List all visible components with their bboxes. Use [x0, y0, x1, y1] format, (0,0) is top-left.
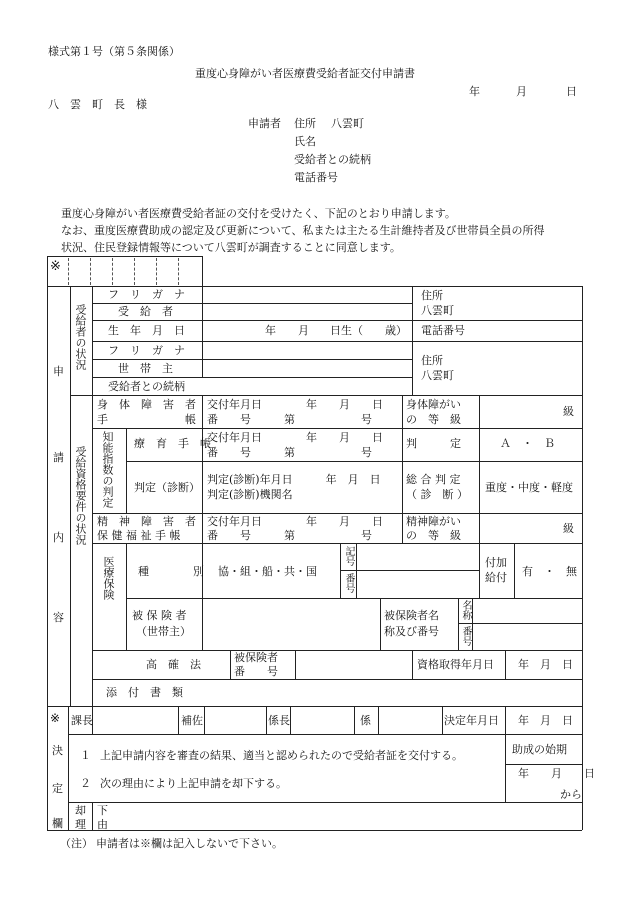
ryoiku-issue-l2: 番 号 第 号 [207, 446, 372, 459]
physical-cert-l1: 身 体 障 害 者 [97, 398, 196, 411]
intro-line-3: 状況、住民登録情報等について八雲町が調査することに同意します。 [61, 241, 401, 254]
physical-cert-l2: 手 帳 [97, 413, 196, 426]
mental-cert-l1: 精 神 障 害 者 [97, 515, 196, 528]
kacho-label: 課長 [71, 714, 93, 727]
table-bottom [47, 830, 582, 831]
number-label: 番号 [343, 573, 354, 593]
addressee: 八 雲 町 長 様 [48, 98, 147, 111]
table-left-border [47, 256, 48, 830]
subsidy-from: から [560, 788, 582, 801]
applicant-phone-label: 電話番号 [294, 171, 338, 184]
footnote-label: （注） [60, 837, 93, 850]
applicant-name-label: 氏名 [294, 135, 316, 148]
mental-issue-l1: 交付年月日 年 月 日 [207, 515, 383, 528]
applicant-label: 申請者 [248, 117, 281, 130]
applicant-address-label: 住所 [294, 117, 316, 130]
birthdate-label: 生 年 月 日 [108, 324, 185, 337]
hosa-label: 補佐 [181, 714, 203, 727]
physical-issue-l2: 番 号 第 号 [207, 413, 372, 426]
mental-cert-l2: 保 健 福 祉 手 帳 [97, 529, 181, 542]
insured-name-l1: 被保険者名 [384, 609, 439, 622]
recipient-status-label: 受給者の状況 [74, 304, 87, 370]
subsidy-start-label: 助成の始期 [512, 743, 567, 756]
office-box-top [47, 256, 203, 257]
severity-options: 重度・中度・軽度 [485, 481, 573, 494]
decision-mark: ※ [50, 711, 61, 725]
supplement-value: 有 ・ 無 [522, 565, 577, 578]
form-number: 様式第１号（第５条関係） [48, 45, 180, 58]
office-box-right [202, 256, 203, 286]
reject-l2: 理 由 [75, 818, 108, 831]
applicant-relation-label: 受給者との続柄 [294, 153, 371, 166]
recipient-address-value: 八雲町 [421, 304, 454, 317]
diagnosis-label: 判定（診断） [134, 481, 200, 494]
kakaricho-label: 係長 [268, 714, 290, 727]
judgment-value: Ａ ・ Ｂ [500, 437, 555, 450]
item1-text: 上記申請内容を審査の結果、適当と認められたので受給者証を交付する。 [100, 749, 463, 762]
decision-label-1: 決 [52, 744, 63, 757]
qualification-date-value: 年 月 日 [518, 658, 573, 671]
insured-l2: （世帯主） [136, 625, 191, 638]
physical-grade-suffix: 級 [563, 405, 574, 418]
mental-grade-l2: の 等 級 [406, 529, 461, 542]
form-title: 重度心身障がい者医療費受給者証交付申請書 [195, 67, 415, 80]
overall-judgment-l1: 総 合 判 定 [406, 473, 461, 486]
intellectual-label: 知能指数の判定 [101, 431, 114, 508]
kakari-label: 係 [360, 714, 371, 727]
intro-line-2: なお、重度医療費助成の認定及び更新について、私または主たる生計維持者及び世帯員全員の所得 [61, 224, 545, 237]
number-small-label: 番号 [460, 626, 471, 646]
section-shinsei-1: 申 [53, 365, 64, 378]
footnote-text: 申請者は※欄は記入しないで下さい。 [96, 837, 283, 850]
diagnosis-org: 判定(診断)機関名 [207, 488, 293, 501]
decision-date-value: 年 月 日 [518, 714, 573, 727]
supplement-l2: 給付 [485, 571, 507, 584]
insurance-category-value: 協・組・船・共・国 [218, 565, 317, 578]
section-shinsei-2: 請 [53, 451, 64, 464]
item2-number: ２ [80, 777, 91, 790]
ryoiku-label: 療 育 手 帳 [134, 437, 211, 450]
medical-insurance-label: 医療保険 [102, 556, 115, 600]
ryoiku-issue-l1: 交付年月日 年 月 日 [207, 431, 383, 444]
attachments-label: 添 付 書 類 [106, 686, 183, 699]
diagnosis-date: 判定(診断)年月日 年 月 日 [207, 473, 381, 486]
physical-grade-l1: 身体障がい [406, 398, 461, 411]
householder-label: 世 帯 主 [118, 362, 173, 375]
office-mark: ※ [50, 259, 61, 274]
symbol-label: 記号 [343, 546, 354, 566]
recipient-phone-label: 電話番号 [421, 324, 465, 337]
insured-l1: 被 保 険 者 [132, 609, 187, 622]
judgment-label: 判 定 [406, 437, 461, 450]
reject-l1: 却 下 [75, 804, 108, 817]
recipient-address-label: 住所 [421, 289, 443, 302]
decision-label-3: 欄 [52, 817, 63, 830]
main-table-top [47, 286, 582, 287]
decision-date-label: 決定年月日 [444, 714, 499, 727]
mental-issue-l2: 番 号 第 号 [207, 529, 372, 542]
decision-label-2: 定 [52, 782, 63, 795]
qualification-date-label: 資格取得年月日 [417, 658, 494, 671]
recipient-label: 受 給 者 [118, 305, 173, 318]
subsidy-start-date: 年 月 日 [518, 767, 595, 780]
relation-label: 受給者との続柄 [108, 380, 185, 393]
date-day: 日 [566, 85, 577, 98]
hihoken-l1: 被保険者 [234, 651, 278, 664]
furigana-label: フ リ ガ ナ [108, 288, 185, 301]
mental-grade-l1: 精神障がい [406, 515, 461, 528]
name-small-label: 名称 [460, 600, 471, 620]
insured-name-l2: 称及び番号 [384, 625, 439, 638]
intro-line-1: 重度心身障がい者医療費受給者証の交付を受けたく、下記のとおり申請します。 [61, 207, 456, 220]
overall-judgment-l2: （ 診 断 ） [406, 488, 468, 501]
mental-grade-suffix: 級 [563, 522, 574, 535]
section-shinsei-4: 容 [53, 611, 64, 624]
insurance-category-label: 種 別 [138, 565, 204, 578]
eligibility-status-label: 受給資格要件の状況 [74, 446, 87, 545]
section-shinsei-3: 内 [53, 531, 64, 544]
koukaku-label: 高 確 法 [146, 658, 201, 671]
physical-issue-l1: 交付年月日 年 月 日 [207, 398, 383, 411]
hihoken-l2: 番 号 [234, 665, 278, 678]
table-right-border [582, 286, 583, 830]
date-month: 月 [516, 85, 527, 98]
date-year: 年 [469, 85, 480, 98]
applicant-address-value: 八雲町 [331, 117, 364, 130]
furigana-label-2: フ リ ガ ナ [108, 344, 185, 357]
supplement-l1: 付加 [485, 556, 507, 569]
birth-day-age: 日生（ 歳） [330, 324, 407, 337]
birth-year: 年 [265, 324, 276, 337]
householder-address-label: 住所 [421, 354, 443, 367]
householder-address-value: 八雲町 [421, 369, 454, 382]
physical-grade-l2: の 等 級 [406, 413, 461, 426]
birth-month: 月 [298, 324, 309, 337]
item1-number: １ [80, 749, 91, 762]
item2-text: 次の理由により上記申請を却下する。 [100, 777, 287, 790]
